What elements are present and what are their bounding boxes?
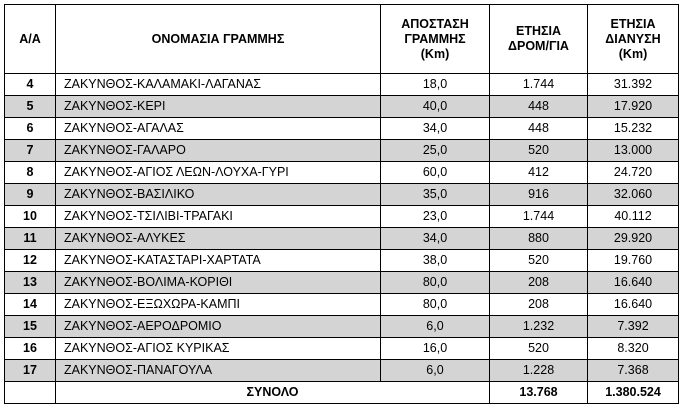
row-line-name: ΖΑΚΥΝΘΟΣ-ΒΟΛΙΜΑ-ΚΟΡΙΘΙ	[56, 272, 381, 294]
row-number: 12	[5, 250, 56, 272]
row-distance: 18,0	[381, 74, 490, 96]
header-annual-routes	[490, 5, 588, 74]
row-annual-routes: 208	[490, 294, 588, 316]
row-line-name: ΖΑΚΥΝΘΟΣ-ΕΞΩΧΩΡΑ-ΚΑΜΠΙ	[56, 294, 381, 316]
row-distance: 23,0	[381, 206, 490, 228]
row-annual-routes: 520	[490, 140, 588, 162]
table-body	[5, 74, 679, 382]
header-line-name: ΟΝΟΜΑΣΙΑ ΓΡΑΜΜΗΣ	[56, 5, 381, 74]
table-row	[5, 184, 679, 206]
table-row	[5, 316, 679, 338]
table-row	[5, 338, 679, 360]
total-annual-routes: 13.768	[490, 382, 588, 404]
header-distance-line3: (Km)	[420, 46, 450, 61]
row-annual-distance: 16.640	[588, 272, 679, 294]
row-distance: 38,0	[381, 250, 490, 272]
row-number: 8	[5, 162, 56, 184]
row-number: 5	[5, 96, 56, 118]
table-row	[5, 294, 679, 316]
header-row	[5, 5, 679, 74]
total-annual-distance: 1.380.524	[588, 382, 679, 404]
total-spacer	[5, 382, 56, 404]
row-line-name: ΖΑΚΥΝΘΟΣ-ΑΓΑΛΑΣ	[56, 118, 381, 140]
row-annual-distance: 15.232	[588, 118, 679, 140]
row-annual-distance: 40.112	[588, 206, 679, 228]
row-annual-routes: 916	[490, 184, 588, 206]
header-annual-distance	[588, 5, 679, 74]
row-distance: 80,0	[381, 272, 490, 294]
header-routes-line2: ΔΡΟΜ/ΓΙΑ	[508, 39, 569, 53]
row-number: 6	[5, 118, 56, 140]
row-distance: 6,0	[381, 316, 490, 338]
row-annual-distance: 29.920	[588, 228, 679, 250]
table-row	[5, 140, 679, 162]
row-distance: 60,0	[381, 162, 490, 184]
row-annual-routes: 448	[490, 118, 588, 140]
total-label: ΣΥΝΟΛΟ	[56, 382, 490, 404]
row-annual-routes: 448	[490, 96, 588, 118]
row-annual-routes: 520	[490, 250, 588, 272]
row-line-name: ΖΑΚΥΝΘΟΣ-ΑΓΙΟΣ ΛΕΩΝ-ΛΟΥΧΑ-ΓΥΡΙ	[56, 162, 381, 184]
row-number: 11	[5, 228, 56, 250]
row-annual-routes: 1.228	[490, 360, 588, 382]
row-distance: 6,0	[381, 360, 490, 382]
row-line-name: ΖΑΚΥΝΘΟΣ-ΑΛΥΚΕΣ	[56, 228, 381, 250]
table-row	[5, 74, 679, 96]
row-annual-distance: 17.920	[588, 96, 679, 118]
header-annual-line3: (Km)	[618, 46, 648, 61]
row-annual-distance: 24.720	[588, 162, 679, 184]
row-annual-routes: 1.232	[490, 316, 588, 338]
row-line-name: ΖΑΚΥΝΘΟΣ-ΚΑΛΑΜΑΚΙ-ΛΑΓΑΝΑΣ	[56, 74, 381, 96]
row-line-name: ΖΑΚΥΝΘΟΣ-ΑΕΡΟΔΡΟΜΙΟ	[56, 316, 381, 338]
row-annual-routes: 1.744	[490, 74, 588, 96]
header-distance-line2: ΓΡΑΜΜΗΣ	[404, 31, 466, 46]
row-annual-distance: 13.000	[588, 140, 679, 162]
row-number: 7	[5, 140, 56, 162]
row-distance: 34,0	[381, 118, 490, 140]
row-annual-routes: 412	[490, 162, 588, 184]
row-number: 13	[5, 272, 56, 294]
row-distance: 16,0	[381, 338, 490, 360]
row-annual-distance: 31.392	[588, 74, 679, 96]
row-annual-routes: 208	[490, 272, 588, 294]
bus-lines-table	[4, 4, 679, 404]
table-row	[5, 162, 679, 184]
row-number: 4	[5, 74, 56, 96]
row-line-name: ΖΑΚΥΝΘΟΣ-ΤΣΙΛΙΒΙ-ΤΡΑΓΑΚΙ	[56, 206, 381, 228]
row-line-name: ΖΑΚΥΝΘΟΣ-ΑΓΙΟΣ ΚΥΡΙΚΑΣ	[56, 338, 381, 360]
header-aa: Α/Α	[5, 5, 56, 74]
row-line-name: ΖΑΚΥΝΘΟΣ-ΚΑΤΑΣΤΑΡΙ-ΧΑΡΤΑΤΑ	[56, 250, 381, 272]
row-distance: 40,0	[381, 96, 490, 118]
header-routes-line1: ΕΤΗΣΙΑ	[515, 24, 561, 38]
table-row	[5, 118, 679, 140]
row-annual-distance: 8.320	[588, 338, 679, 360]
row-annual-distance: 32.060	[588, 184, 679, 206]
row-distance: 25,0	[381, 140, 490, 162]
row-distance: 34,0	[381, 228, 490, 250]
table-row	[5, 96, 679, 118]
row-number: 15	[5, 316, 56, 338]
header-annual-line1: ΕΤΗΣΙΑ	[610, 16, 656, 31]
row-annual-routes: 520	[490, 338, 588, 360]
header-annual-line2: ΔΙΑΝΥΣΗ	[605, 31, 661, 46]
row-number: 10	[5, 206, 56, 228]
header-distance	[381, 5, 490, 74]
row-annual-routes: 880	[490, 228, 588, 250]
row-line-name: ΖΑΚΥΝΘΟΣ-ΠΑΝΑΓΟΥΛΑ	[56, 360, 381, 382]
row-number: 14	[5, 294, 56, 316]
row-distance: 35,0	[381, 184, 490, 206]
row-annual-distance: 7.392	[588, 316, 679, 338]
table-row	[5, 250, 679, 272]
row-annual-distance: 19.760	[588, 250, 679, 272]
header-distance-line1: ΑΠΟΣΤΑΣΗ	[401, 16, 469, 31]
row-line-name: ΖΑΚΥΝΘΟΣ-ΒΑΣΙΛΙΚΟ	[56, 184, 381, 206]
row-distance: 80,0	[381, 294, 490, 316]
row-annual-routes: 1.744	[490, 206, 588, 228]
table-row	[5, 206, 679, 228]
row-line-name: ΖΑΚΥΝΘΟΣ-ΓΑΛΑΡΟ	[56, 140, 381, 162]
row-number: 17	[5, 360, 56, 382]
row-number: 16	[5, 338, 56, 360]
row-annual-distance: 7.368	[588, 360, 679, 382]
row-line-name: ΖΑΚΥΝΘΟΣ-ΚΕΡΙ	[56, 96, 381, 118]
table-row	[5, 360, 679, 382]
table-row	[5, 228, 679, 250]
row-number: 9	[5, 184, 56, 206]
table-row	[5, 272, 679, 294]
total-row	[5, 382, 679, 404]
row-annual-distance: 16.640	[588, 294, 679, 316]
